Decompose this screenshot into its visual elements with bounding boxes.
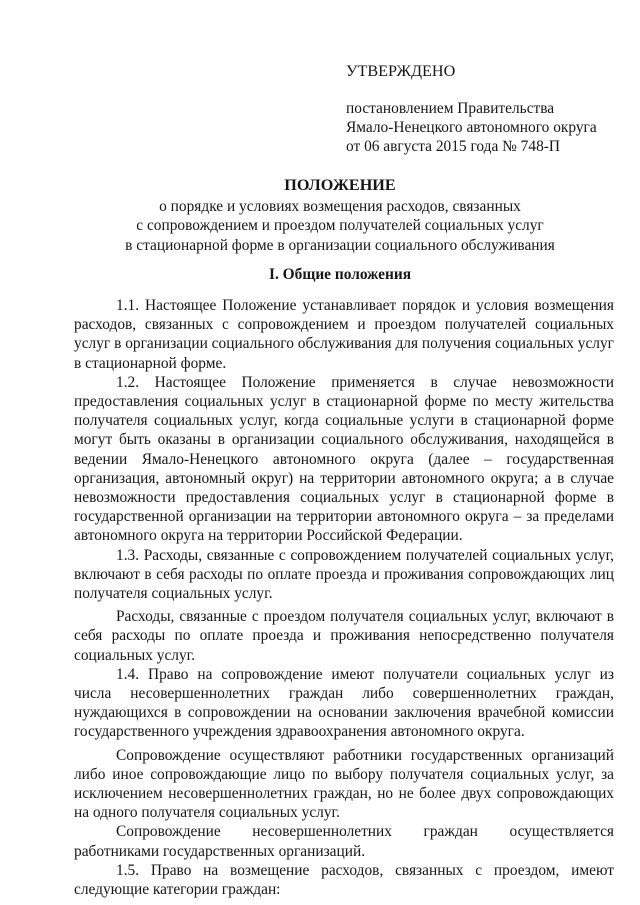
approval-line-2: Ямало-Ненецкого автономного округа bbox=[346, 119, 597, 136]
approval-line-3: от 06 августа 2015 года № 748-П bbox=[346, 138, 561, 155]
paragraph-1-1: 1.1. Настоящее Положение устанавливает порядок и условия возмещения расходов, связанных с сопровождением и проездом получателей социальных услуг в организации социального обслуживания для получения социальных услуг в стационарной форме. bbox=[74, 297, 614, 372]
paragraph-1-4-cont-1: Сопровождение осуществляют работники государственных организаций либо иное сопровождающие лицо по выбору получателя социальных услуг, за исключением несовершеннолетних граждан, но не более двух сопровождающих на одного получателя социальных услуг. bbox=[74, 746, 614, 822]
paragraph-1-5: 1.5. Право на возмещение расходов, связанных с проездом, имеют следующие категории граждан: bbox=[74, 861, 614, 899]
document-subtitle-line-1: о порядке и условиях возмещения расходов, связанных bbox=[159, 197, 521, 215]
document-subtitle-line-3: в стационарной форме в организации социального обслуживания bbox=[125, 236, 555, 254]
approved-label: УТВЕРЖДЕНО bbox=[346, 62, 456, 80]
document-title-block bbox=[40, 176, 640, 255]
document-subtitle-line-2: с сопровождением и проездом получателей социальных услуг bbox=[136, 217, 544, 234]
paragraph-1-4-cont-2: Сопровождение несовершеннолетних граждан осуществляется работниками государственных организаций. bbox=[74, 823, 614, 860]
paragraph-1-3: 1.3. Расходы, связанные с сопровождением получателей социальных услуг, включают в себя расходы по оплате проезда и проживания сопровождающих лиц получателя социальных услуг. bbox=[74, 546, 614, 603]
document-body bbox=[74, 296, 614, 899]
section-heading: I. Общие положения bbox=[268, 266, 412, 283]
approval-stamp bbox=[346, 62, 626, 156]
document-title: ПОЛОЖЕНИЕ bbox=[284, 176, 396, 194]
paragraph-1-4: 1.4. Право на сопровождение имеют получатели социальных услуг из числа несовершеннолетних граждан либо совершеннолетних граждан, нуждающихся в сопровождении на основании заключения врачебной комиссии государственного учреждения здравоохранения автономного округа. bbox=[74, 665, 614, 741]
approval-line-1: постановлением Правительства bbox=[346, 100, 555, 117]
paragraph-1-2: 1.2. Настоящее Положение применяется в случае невозможности предоставления социальных услуг в стационарной форме по месту жительства получателя социальных услуг, когда социальные услуги в стационарной форме могут быть оказаны в организации социального обслуживания, находящейся в ведении Ямало-Ненецкого автономного округа (далее – государственная организация, автономный округ) на территории автономного округа; а в случае невозможности предоставления социальных услуг в стационарной форме в государственной организации на территории автономного округа – за пределами автономного округа на территории Российской Федерации. bbox=[74, 373, 614, 545]
paragraph-1-3-cont: Расходы, связанные с проездом получателя социальных услуг, включают в себя расходы по оплате проезда и проживания непосредственно получателя социальных услуг. bbox=[74, 608, 614, 664]
